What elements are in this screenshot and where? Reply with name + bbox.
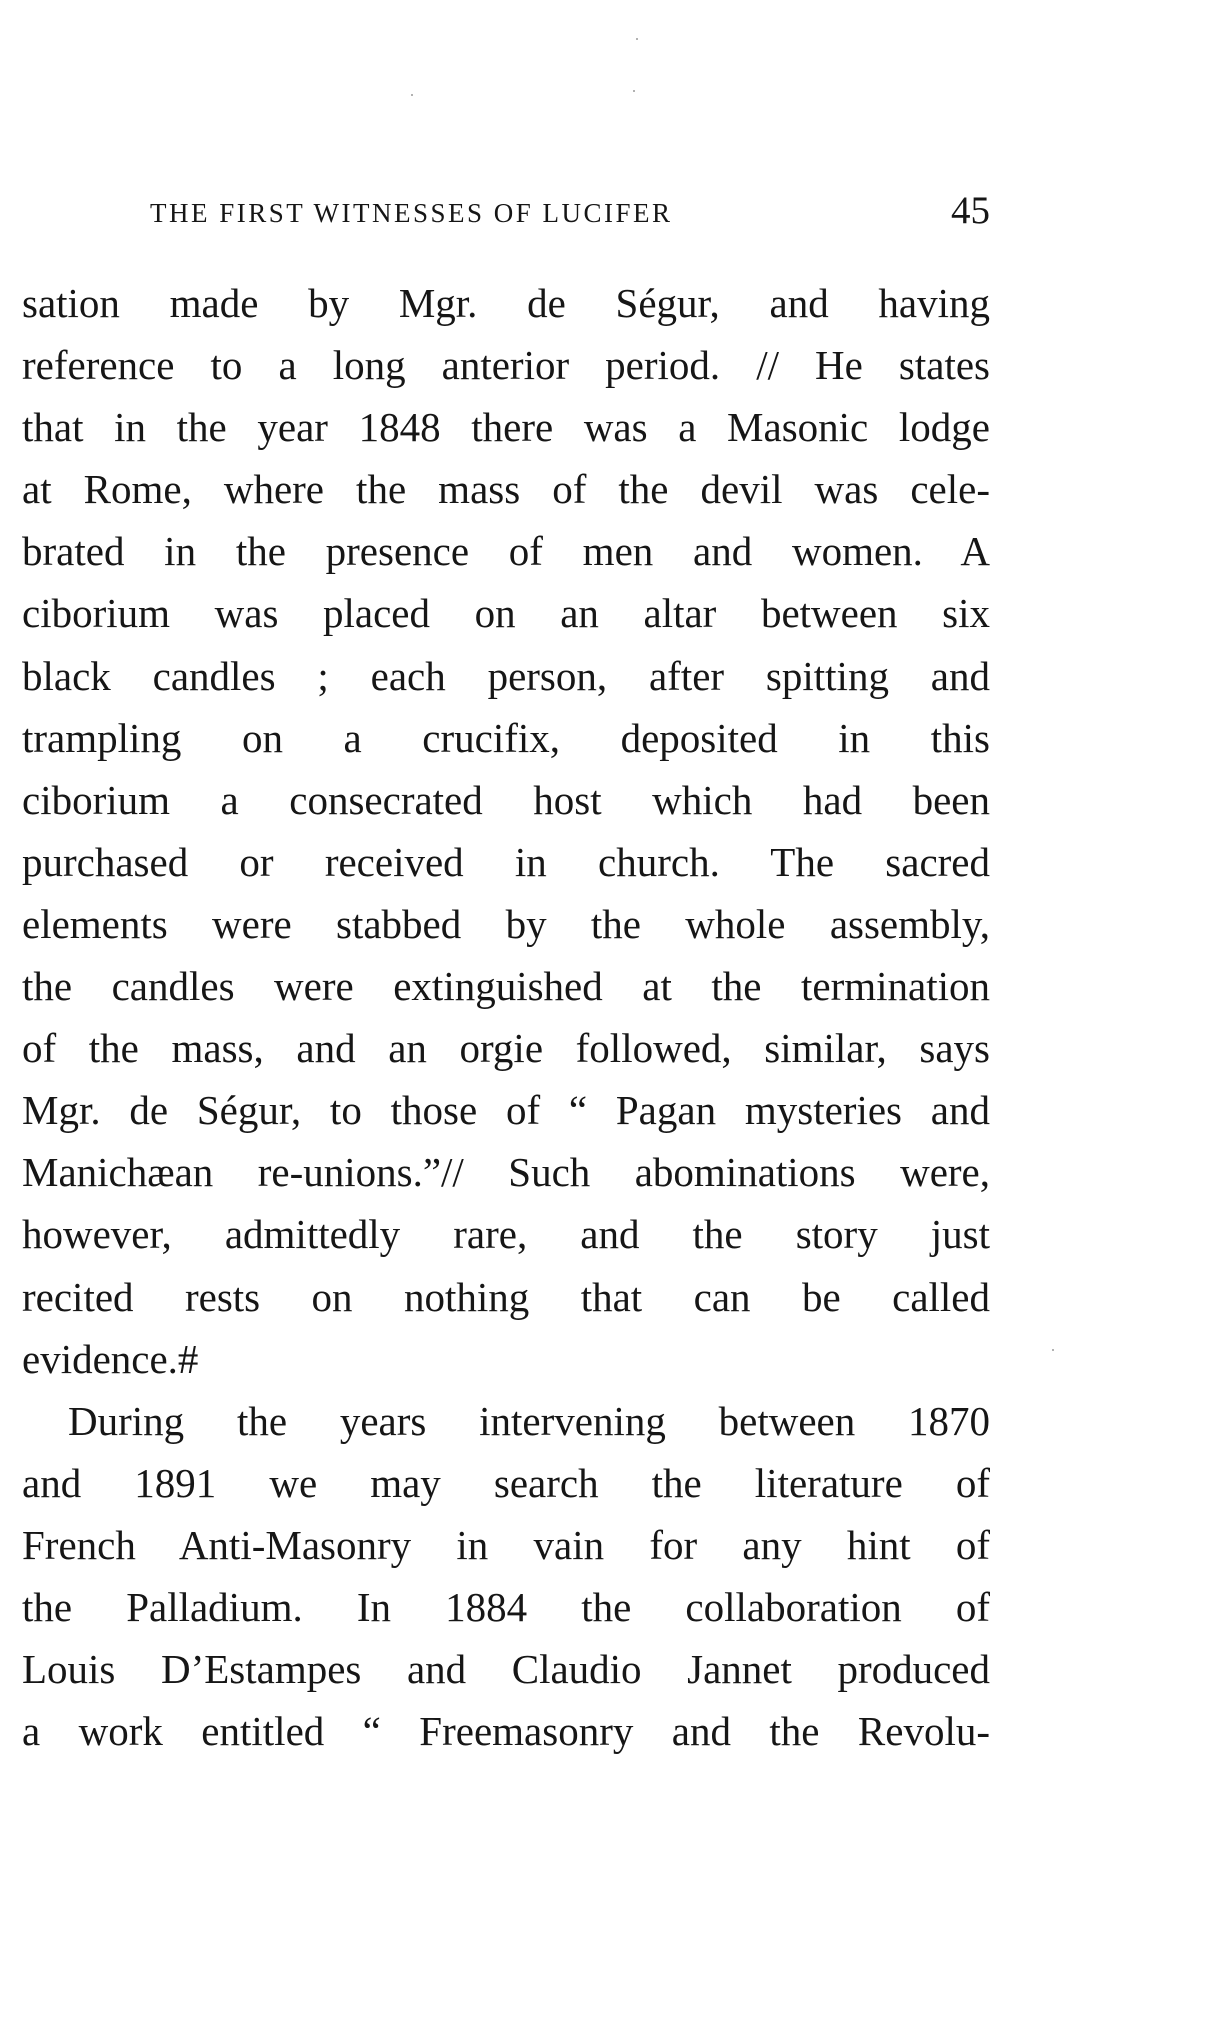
text-line: During the years intervening between 1870 <box>68 1397 990 1444</box>
text-line: that in the year 1848 there was a Masonic lodge <box>22 404 990 451</box>
paragraph-2 <box>22 1390 990 1763</box>
text-line: recited rests on nothing that can be called <box>22 1273 990 1320</box>
text-line: the candles were extinguished at the termination <box>22 963 990 1010</box>
paper-speck <box>1052 1349 1054 1351</box>
text-line: French Anti-Masonry in vain for any hint of <box>22 1521 990 1568</box>
text-line: sation made by Mgr. de Ségur, and having <box>22 280 990 326</box>
text-line: Louis D’Estampes and Claudio Jannet produced <box>22 1646 990 1693</box>
text-line: at Rome, where the mass of the devil was cele- <box>22 466 990 513</box>
text-line: elements were stabbed by the whole assembly, <box>22 900 990 947</box>
text-line: purchased or received in church. The sacred <box>22 838 990 885</box>
text-line: however, admittedly rare, and the story just <box>22 1211 990 1258</box>
paper-speck <box>633 90 635 92</box>
page-number: 45 <box>951 189 990 232</box>
text-line: brated in the presence of men and women. A <box>22 528 990 575</box>
text-line: reference to a long anterior period. // He states <box>22 342 990 389</box>
text-line: ciborium was placed on an altar between six <box>22 590 990 637</box>
running-title: THE FIRST WITNESSES OF LUCIFER <box>150 198 673 228</box>
text-line: a work entitled “ Freemasonry and the Revolu- <box>22 1708 990 1755</box>
paragraph-1 <box>22 272 990 1390</box>
text-line: black candles ; each person, after spitting and <box>22 652 990 699</box>
text-line: evidence.# <box>22 1335 199 1382</box>
paper-speck <box>636 38 638 40</box>
text-line: trampling on a crucifix, deposited in this <box>22 714 990 761</box>
text-line: the Palladium. In 1884 the collaboration of <box>22 1583 990 1630</box>
text-line: Manichæan re-unions.”// Such abominations were, <box>22 1149 990 1196</box>
body-text <box>22 272 990 1762</box>
text-line: ciborium a consecrated host which had been <box>22 776 990 823</box>
text-line: of the mass, and an orgie followed, similar, says <box>22 1025 990 1072</box>
paper-speck <box>411 94 413 96</box>
running-head <box>150 188 990 234</box>
text-line: and 1891 we may search the literature of <box>22 1459 990 1506</box>
text-line: Mgr. de Ségur, to those of “ Pagan mysteries and <box>22 1087 990 1134</box>
